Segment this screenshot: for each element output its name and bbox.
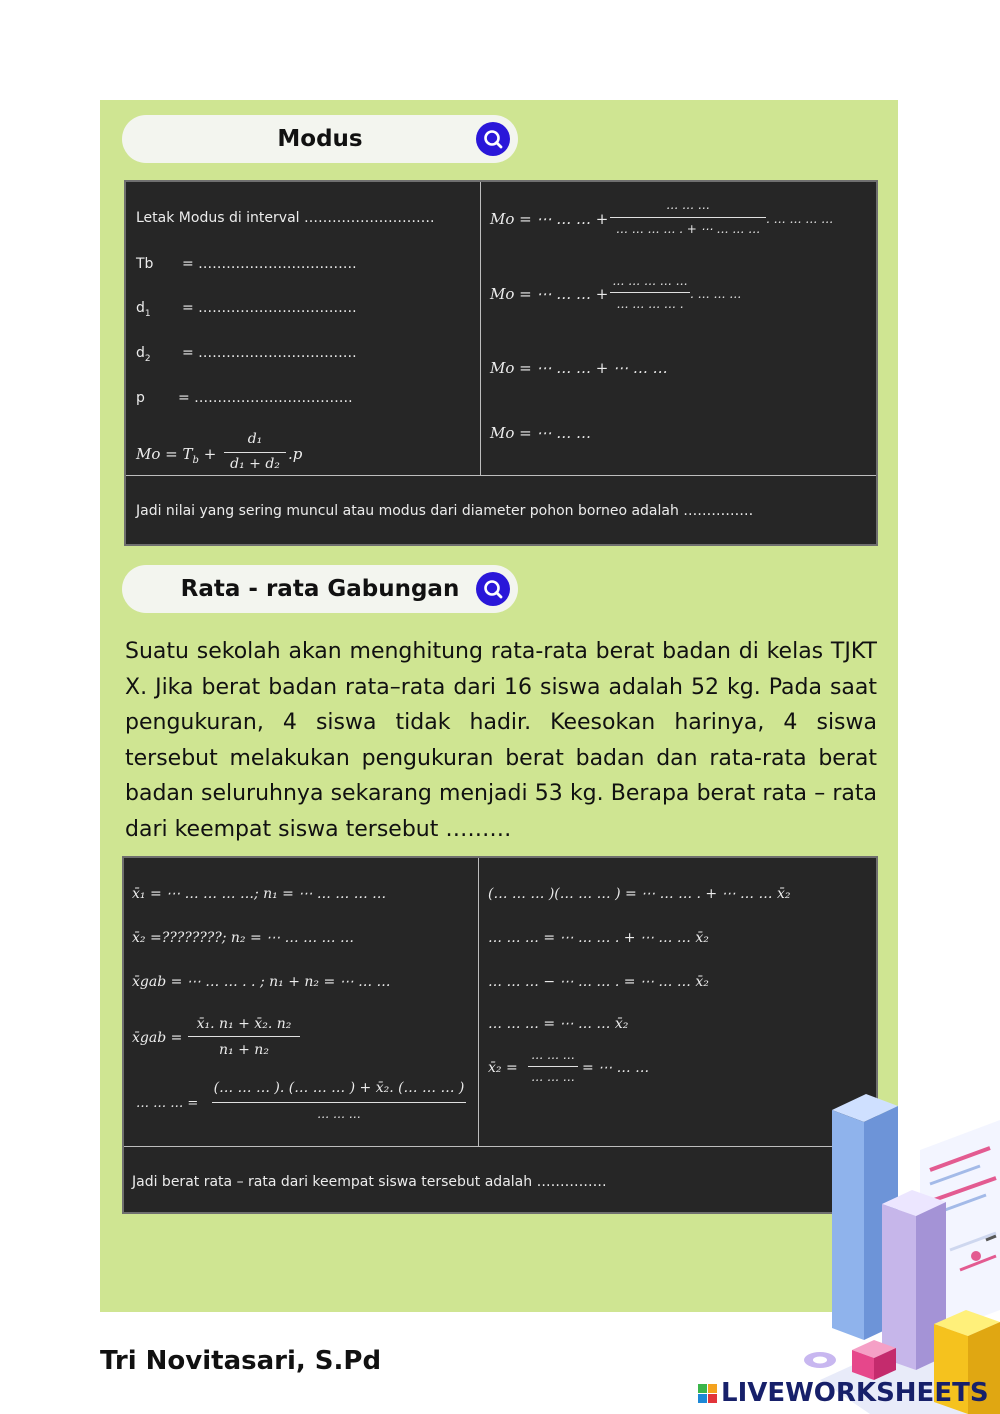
- gabungan-formula-lhs: x̄gab =: [132, 1030, 183, 1046]
- liveworksheets-logo-icon: [698, 1384, 717, 1403]
- modus-step1-den[interactable]: … … … … . + ⋯ … … …: [615, 222, 761, 236]
- modus-formula-numerator: d₁: [247, 431, 263, 447]
- modus-step3[interactable]: Mo = ⋯ … … + ⋯ … …: [490, 359, 668, 377]
- liveworksheets-brand-text: LIVEWORKSHEETS: [721, 1378, 989, 1408]
- modus-formula-lhs: $Mo = T_b$ +: [136, 445, 217, 466]
- gabungan-result-den[interactable]: … … …: [531, 1070, 575, 1084]
- modus-step1-lhs: Mo = ⋯ … … +: [490, 210, 609, 228]
- gabungan-left-line-1[interactable]: x̄₁ = ⋯ … … … …; n₁ = ⋯ … … … …: [132, 886, 387, 902]
- modus-table: [124, 180, 878, 546]
- modus-step1-tail[interactable]: . … … … …: [766, 212, 834, 226]
- d1-value[interactable]: = …………………………….: [182, 300, 357, 316]
- d2-label: $d_2$: [136, 345, 151, 364]
- gabungan-right-line-4[interactable]: … … … = ⋯ … … x̄₂: [488, 1016, 629, 1032]
- gabungan-left-line-3[interactable]: x̄gab = ⋯ … … . . ; n₁ + n₂ = ⋯ … …: [132, 974, 391, 990]
- gabungan-left-line-2[interactable]: x̄₂ =????????; n₂ = ⋯ … … … …: [132, 930, 354, 946]
- modus-interval-line: Letak Modus di interval ……………………….: [136, 210, 435, 226]
- gabungan-formula-den: n₁ + n₂: [219, 1042, 269, 1058]
- modus-header-pill: [122, 115, 518, 163]
- gabungan-conclusion: Jadi berat rata – rata dari keempat siswa tersebut adalah ……………: [132, 1174, 607, 1190]
- gabungan-title: Rata - rata Gabungan: [180, 576, 460, 602]
- gabungan-right-line-1[interactable]: (… … … )(… … … ) = ⋯ … … . + ⋯ … … x̄₂: [488, 886, 791, 902]
- modus-step2-tail[interactable]: . … … …: [690, 287, 742, 301]
- gabungan-result-num[interactable]: … … …: [531, 1048, 575, 1062]
- tb-value[interactable]: = …………………………….: [182, 256, 357, 272]
- decorative-chart-illustration: [800, 1080, 1000, 1414]
- search-icon[interactable]: [476, 122, 510, 156]
- d1-label: $d_1$: [136, 300, 151, 319]
- author-name: Tri Novitasari, S.Pd: [100, 1346, 382, 1376]
- liveworksheets-logo: [698, 1378, 989, 1408]
- gabungan-substitution-lhs[interactable]: … … … =: [136, 1096, 199, 1111]
- modus-step1-num[interactable]: … … …: [666, 198, 710, 212]
- modus-step2-lhs: Mo = ⋯ … … +: [490, 285, 609, 303]
- gabungan-right-line-3[interactable]: … … … − ⋯ … … . = ⋯ … … x̄₂: [488, 974, 709, 990]
- modus-step2-num[interactable]: … … … … …: [612, 274, 688, 288]
- modus-title: Modus: [277, 126, 363, 152]
- search-icon[interactable]: [476, 572, 510, 606]
- gabungan-problem-text: Suatu sekolah akan menghitung rata-rata berat badan di kelas TJKT X. Jika berat badan rata–rata dari 16 siswa adalah 52 kg. Pada saat pengukuran, 4 siswa tidak hadir. Keesokan harinya, 4 siswa tersebut melakukan pengukuran berat badan dan rata-rata berat badan seluruhnya sekarang menjadi 53 kg. Berapa berat rata – rata dari keempat siswa tersebut ………: [125, 639, 877, 842]
- modus-formula-tail: .p: [288, 445, 303, 463]
- modus-conclusion: Jadi nilai yang sering muncul atau modus dari diameter pohon borneo adalah ……………: [136, 503, 754, 519]
- gabungan-substitution-den[interactable]: … … …: [317, 1107, 361, 1121]
- p-label: p: [136, 390, 145, 406]
- p-value[interactable]: = …………………………….: [178, 390, 353, 406]
- modus-step2-den[interactable]: … … … … .: [616, 297, 684, 311]
- gabungan-right-line-2[interactable]: … … … = ⋯ … … . + ⋯ … … x̄₂: [488, 930, 709, 946]
- gabungan-formula-num: x̄₁. n₁ + x̄₂. n₂: [196, 1016, 292, 1032]
- modus-formula-denominator: d₁ + d₂: [230, 456, 280, 472]
- d2-value[interactable]: = …………………………….: [182, 345, 357, 361]
- gabungan-result-lhs: x̄₂ =: [488, 1060, 518, 1076]
- modus-result[interactable]: Mo = ⋯ … …: [490, 424, 592, 442]
- gabungan-substitution-num[interactable]: (… … … ). (… … … ) + x̄₂. (… … … ): [213, 1080, 465, 1096]
- tb-label: Tb: [136, 256, 154, 272]
- gabungan-result-tail[interactable]: = ⋯ … …: [582, 1060, 650, 1076]
- gabungan-header-pill: [122, 565, 518, 613]
- gabungan-table: [122, 856, 878, 1214]
